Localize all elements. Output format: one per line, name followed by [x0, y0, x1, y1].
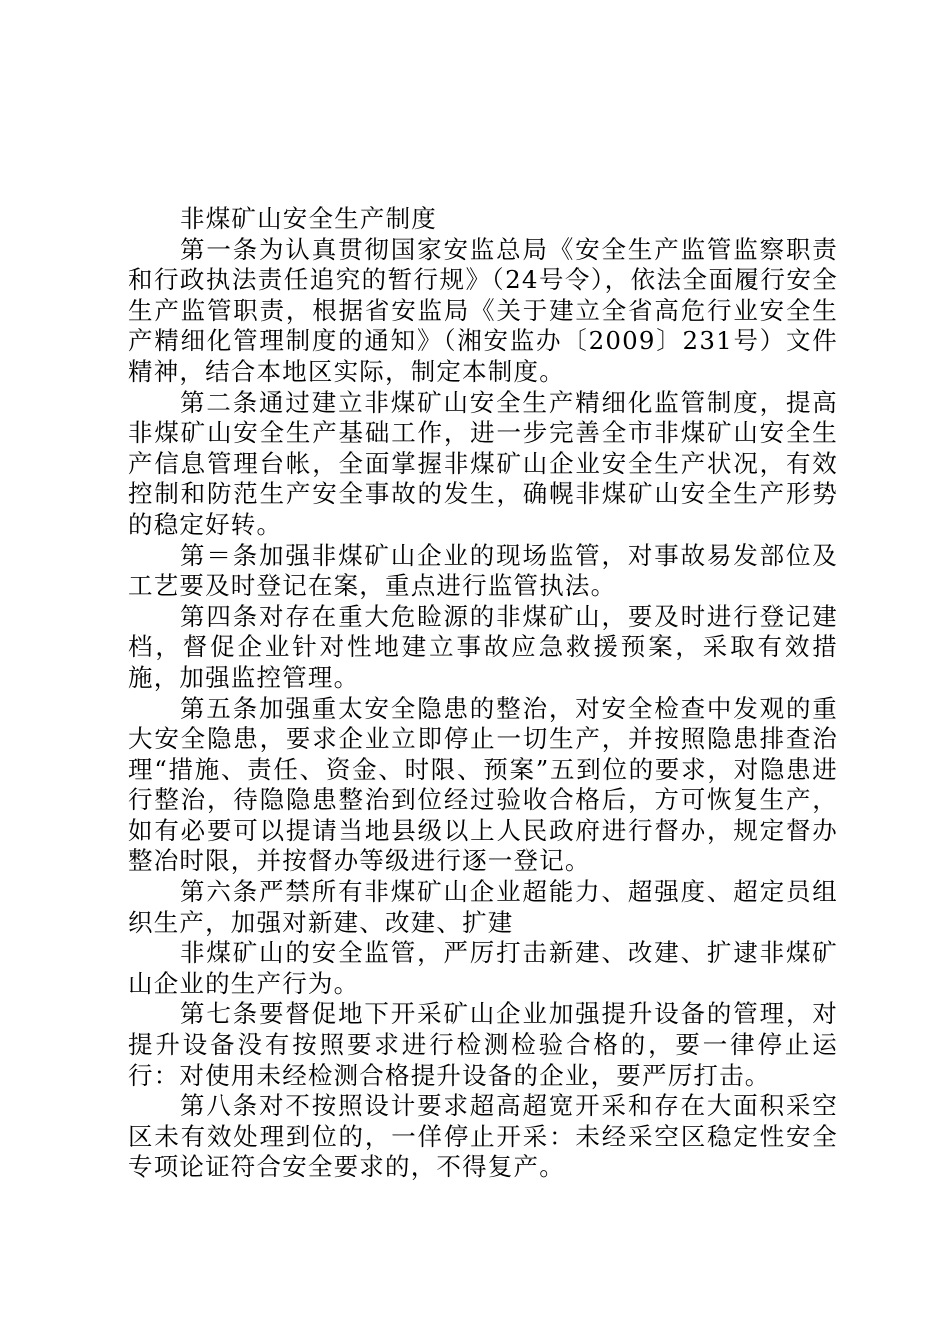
article-2: 第二条通过建立非煤矿山安全生产精细化监管制度，提高非煤矿山安全生产基础工作，进一步完善全市非煤矿山安全生产信息管理台帐，全面掌握非煤矿山企业安全生产状况，有效控制和防范生产安全事故的发生，确幌非煤矿山安全生产形势的稳定好转。 [128, 387, 838, 539]
document-page [128, 204, 838, 1183]
document-title: 非煤矿山安全生产制度 [180, 204, 437, 233]
article-6-continued: 非煤矿山的安全监管，严厉打击新建、改建、扩逮非煤矿山企业的生产行为。 [128, 938, 838, 998]
article-5: 第五条加强重太安全隐患的整治，对安全检查中发观的重大安全隐患，要求企业立即停止一切生产，并按照隐患排查治理“措施、责任、资金、时限、预案”五到位的要求，对隐患进行整治，待隐隐患整治到位经过验收合格后，方可恢复生产，如有必要可以提请当地县级以上人民政府进行督办，规定督办整冶时限，并按督办等级进行逐一登记。 [128, 693, 838, 876]
article-1: 第一条为认真贯彻国家安监总局《安全生产监管监察职责和行政执法责任追究的暂行规》（24号令），依法全面履行安全生产监管职责，根据省安监局《关于建立全省高危行业安全生产精细化管理制度的通知》（湘安监办〔2009〕231号）文件精神，结合本地区实际，制定本制度。 [128, 234, 838, 386]
article-4: 第四条对存在重大危睑源的非煤矿山，要及时进行登记建档，督促企业针对性地建立事故应急救援预案，采取有效措施，加强监控管理。 [128, 601, 838, 692]
article-3: 第＝条加强非煤矿山企业的现场监管，对事故易发部位及工艺要及时登记在案，重点进行监管执法。 [128, 540, 838, 601]
article-8: 第八条对不按照设计要求超高超宽开采和存在大面积采空区未有效处理到位的，一佯停止开采：未经采空区稳定性安全专项论证符合安全要求的，不得复产。 [128, 1091, 838, 1182]
article-7: 第七条要督促地下开采矿山企业加强提升设备的管理，对提升设备没有按照要求进行检测检验合格的，要一律停止运行：对使用未经检测合格提升设备的企业，要严厉打击。 [128, 999, 838, 1090]
article-6: 第六条严禁所有非煤矿山企业超能力、超强度、超定员组织生产，加强对新建、改建、扩建 [128, 877, 838, 937]
